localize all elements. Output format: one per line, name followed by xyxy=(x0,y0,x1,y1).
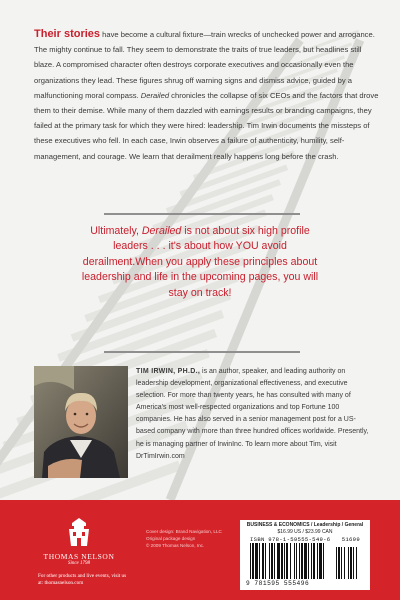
quote-rule-top xyxy=(104,213,300,215)
barcode-addon-bar xyxy=(341,547,342,579)
barcode-bar xyxy=(294,543,295,579)
barcode-bar xyxy=(304,543,307,579)
design-credits xyxy=(146,528,236,549)
author-bio xyxy=(136,366,374,463)
barcode-bar xyxy=(286,543,288,579)
quote-book-title: Derailed xyxy=(141,225,182,237)
publisher-events-note: For other products and live events, visit us at: thomasnelson.com xyxy=(38,573,127,586)
barcode-icon xyxy=(250,543,360,579)
barcode-bar xyxy=(262,543,264,579)
barcode-addon-bar xyxy=(350,547,352,579)
publisher-name: THOMAS NELSON xyxy=(43,552,115,561)
barcode-addon-bar xyxy=(336,547,337,579)
author-bio-text: is an author, speaker, and leading authority on leadership development, organizational effectiveness, and executive selection. For more than twenty years, he has consulted with many of America's most well-respected organizations and top Fortune 100 companies. He has also served in a senior management post for a US-based company with more than three hundred offices worldwide. Presently, he is managing partner of IrwinInc. To learn more about Tim, visit DrTimIrwin.com xyxy=(136,368,369,460)
intro-paragraph xyxy=(34,27,379,164)
barcode-bar xyxy=(271,543,273,579)
quote-rule-bottom xyxy=(104,351,300,353)
barcode-bar xyxy=(284,543,285,579)
barcode-bar xyxy=(277,543,280,579)
intro-text-part2: chronicles the collapse of six CEOs and the factors that drove them to their demise. While many of them dazzled with earnings results or branding campaigns, they failed at the primary task for which they were hired: leadership. Tim Irwin documents the missteps of these executives who fell. In each case, Irwin observes a failure of authenticity, humility, self-management, and courage. We learn that derailment really happens long before the crash. xyxy=(34,90,379,161)
barcode-digits: 9 781595 555496 xyxy=(246,580,310,587)
barcode-bar xyxy=(252,543,254,579)
price-label: $16.99 US / $23.99 CAN xyxy=(277,529,333,535)
author-photo xyxy=(34,366,128,478)
barcode-bar xyxy=(290,543,291,579)
barcode-bar xyxy=(308,543,309,579)
barcode-bar xyxy=(281,543,283,579)
barcode-bar xyxy=(265,543,266,579)
credit-package-design: Original package design xyxy=(146,536,196,541)
barcode-bar xyxy=(313,543,315,579)
barcode-bar xyxy=(317,543,318,579)
barcode-addon-bar xyxy=(344,547,345,579)
author-name: TIM IRWIN, PH.D., xyxy=(136,368,201,375)
barcode-bar xyxy=(250,543,251,579)
barcode-bar xyxy=(259,543,260,579)
barcode-bar xyxy=(296,543,297,579)
barcode-bar xyxy=(323,543,324,579)
isbn-label xyxy=(250,536,360,543)
barcode-bar xyxy=(269,543,270,579)
pull-quote xyxy=(80,224,320,301)
barcode-addon-bar xyxy=(348,547,349,579)
quote-part2: is not about six high profile leaders . . . it's about how YOU avoid derailment.When you apply these principles about leadership and life in the upcoming pages, you will stay on track! xyxy=(81,225,319,299)
isbn-number: ISBN 978-1-59555-549-6 xyxy=(250,536,331,543)
barcode-bar xyxy=(311,543,312,579)
barcode-bar xyxy=(274,543,275,579)
publisher-since: Since 1798 xyxy=(67,561,91,566)
barcode-bar xyxy=(301,543,303,579)
credit-cover-design: Cover design: Brand Navigation, LLC xyxy=(146,529,222,534)
bisac-category: BUSINESS & ECONOMICS / Leadership / General xyxy=(246,522,364,528)
barcode-addon-bar xyxy=(356,547,357,579)
barcode-addon-bar xyxy=(338,547,340,579)
barcode-bar xyxy=(299,543,300,579)
credit-copyright: © 2009 Thomas Nelson, Inc. xyxy=(146,543,205,548)
barcode-bar xyxy=(255,543,258,579)
intro-lead: Their stories xyxy=(34,28,101,40)
barcode-panel xyxy=(240,520,370,590)
quote-part1: Ultimately, xyxy=(90,225,142,237)
intro-book-title: Derailed xyxy=(140,90,170,100)
intro-text-part1: have become a cultural fixture—train wrecks of unchecked power and arrogance. The mighty continue to fall. They seem to demonstrate the traits of true leaders, but headlines still blaze. A compromised character often destroys corporate executives and occasionally even the organizations they lead. These figures shrug off warning signs and dismiss advice, guided by a malfunctioning moral compass. xyxy=(34,30,375,100)
barcode-bar xyxy=(319,543,322,579)
barcode-addon-bar xyxy=(353,547,354,579)
isbn-addon-digits: 51699 xyxy=(341,536,360,543)
